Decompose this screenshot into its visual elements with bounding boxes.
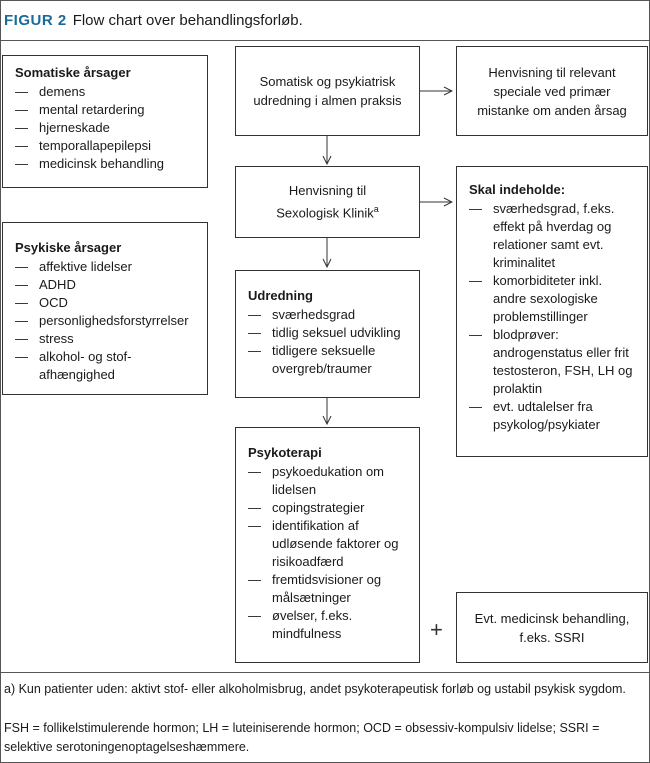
somatic-causes-heading: Somatiske årsager bbox=[15, 65, 131, 80]
list-item: — temporallapepilepsi bbox=[15, 138, 152, 153]
somatic-causes-box bbox=[2, 55, 208, 188]
list-item: — ADHD bbox=[15, 277, 76, 292]
list-item: — sværhedsgrad bbox=[248, 307, 356, 322]
evaluation-heading: Udredning bbox=[248, 288, 313, 303]
psychic-causes-box bbox=[2, 222, 208, 395]
list-item: — tidlig seksuel udvikling bbox=[248, 325, 401, 340]
psychic-causes-list bbox=[15, 258, 197, 384]
list-item: — demens bbox=[15, 84, 86, 99]
list-item: — fremtidsvisioner og målsætninger bbox=[248, 572, 382, 605]
psychic-causes-heading: Psykiske årsager bbox=[15, 240, 122, 255]
list-item: — identifikation af udløsende faktorer og risikoadfærd bbox=[248, 518, 399, 569]
list-item: — psykoedukation om lidelsen bbox=[248, 464, 385, 497]
list-item: — copingstrategier bbox=[248, 500, 365, 515]
list-item: — tidligere seksuelle overgreb/traumer bbox=[248, 343, 376, 376]
list-item: — personlighedsforstyrrelser bbox=[15, 313, 189, 328]
list-item: — mental retardering bbox=[15, 102, 145, 117]
footnote-a: a) Kun patienter uden: aktivt stof- eller alkoholmisbrug, andet psykoterapeutisk forløb og ustabil psykisk sygdom. bbox=[4, 682, 626, 696]
somatic-causes-list bbox=[15, 83, 197, 173]
list-item: — OCD bbox=[15, 295, 68, 310]
list-item: — alkohol- og stof-afhængighed bbox=[15, 349, 132, 382]
figure-caption: Flow chart over behandlingsforløb. bbox=[72, 12, 303, 29]
evaluation-list bbox=[248, 306, 409, 378]
footer-rule bbox=[0, 672, 650, 673]
medical-treatment-box bbox=[456, 592, 648, 663]
plus-sign: + bbox=[430, 617, 443, 642]
list-item: — sværhedsgrad, f.eks. effekt på hverdag og relationer samt evt. kriminalitet bbox=[469, 201, 615, 270]
referral-clinic-text: Henvisning til Sexologisk Klinik$^a$ bbox=[276, 183, 379, 221]
footnote-marker: a bbox=[373, 204, 379, 215]
assessment-box bbox=[235, 46, 420, 136]
list-item: — blodprøver: androgenstatus eller frit testosteron, FSH, LH og prolaktin bbox=[469, 327, 633, 396]
psychotherapy-box bbox=[235, 427, 420, 663]
list-item: — stress bbox=[15, 331, 74, 346]
medical-treatment-text: Evt. medicinsk behandling, f.eks. SSRI bbox=[474, 610, 630, 645]
list-item: — evt. udtalelser fra psykolog/psykiater bbox=[469, 399, 600, 432]
psychotherapy-list bbox=[248, 463, 409, 643]
list-item: — affektive lidelser bbox=[15, 259, 132, 274]
list-item: — medicinsk behandling bbox=[15, 156, 165, 171]
list-item: — komorbiditeter inkl. andre sexologiske problemstillinger bbox=[469, 273, 603, 324]
abbreviations-note: FSH = follikelstimulerende hormon; LH = luteiniserende hormon; OCD = obsessiv-kompulsiv lidelse; SSRI = selektive serotoningenoptagelseshæmmere. bbox=[4, 721, 600, 754]
referral-clinic-box bbox=[235, 166, 420, 238]
must-include-list bbox=[469, 200, 637, 434]
referral-specialty-text: Henvisning til relevant speciale ved primær mistanke om anden årsag bbox=[477, 64, 627, 118]
referral-specialty-box bbox=[456, 46, 648, 136]
psychotherapy-heading: Psykoterapi bbox=[248, 445, 322, 460]
evaluation-box bbox=[235, 270, 420, 398]
list-item: — øvelser, f.eks. mindfulness bbox=[248, 608, 353, 641]
figure-label: FIGUR 2 bbox=[4, 12, 67, 29]
assessment-text: Somatisk og psykiatrisk udredning i almen praksis bbox=[253, 74, 402, 108]
list-item: — hjerneskade bbox=[15, 120, 110, 135]
must-include-heading: Skal indeholde: bbox=[469, 182, 566, 197]
must-include-box bbox=[456, 166, 648, 457]
